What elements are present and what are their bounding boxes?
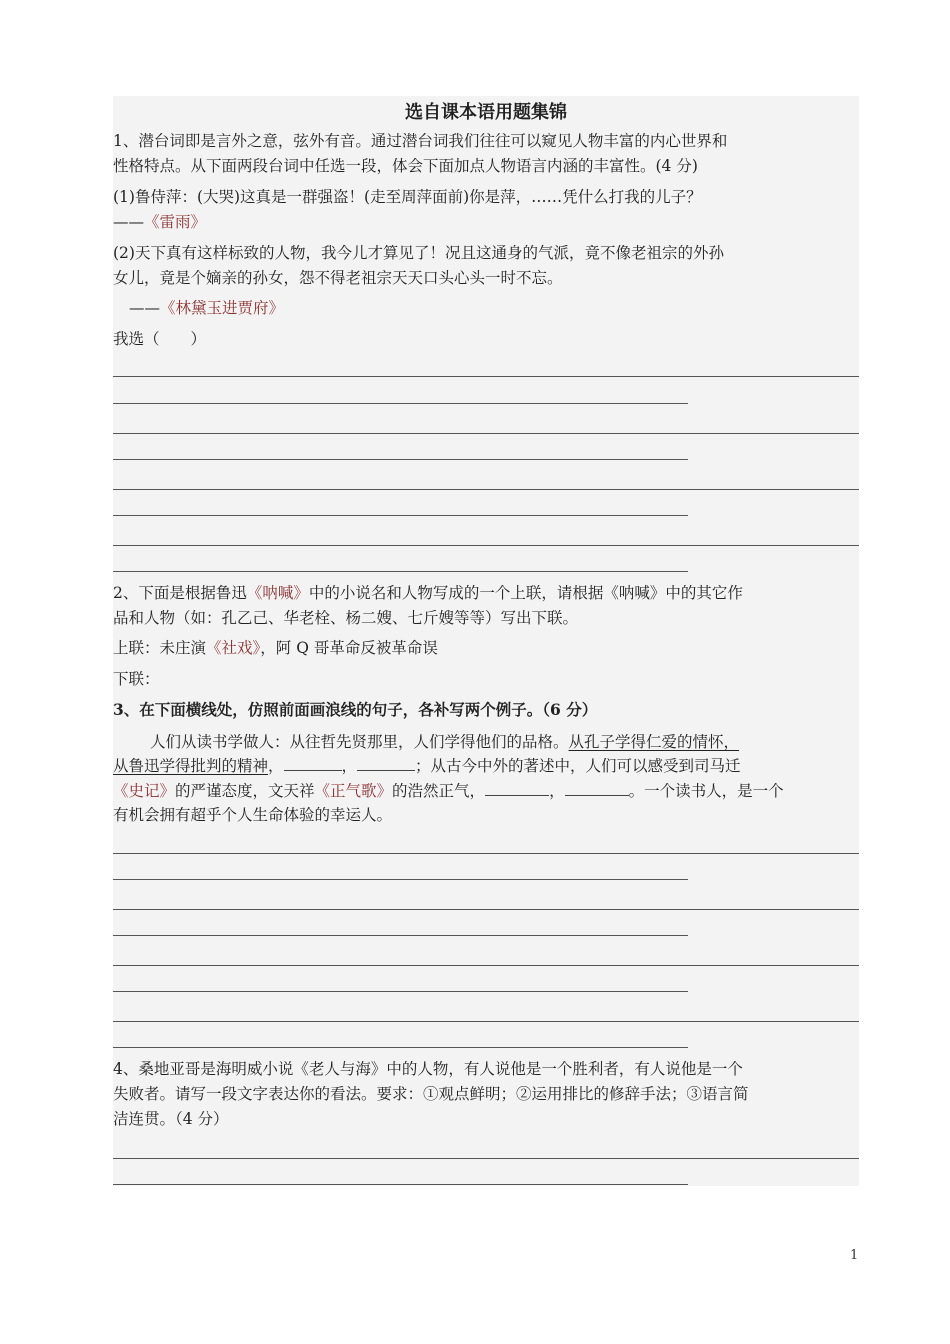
source-title: 《林黛玉进贾府》	[160, 299, 285, 317]
q2-upper-couplet	[113, 635, 438, 661]
q3-para-line-3	[113, 778, 784, 804]
answer-line	[113, 515, 688, 516]
text: 的严谨态度，文天祥	[175, 782, 315, 800]
answer-line	[113, 489, 859, 490]
answer-line	[113, 935, 688, 936]
answer-line	[113, 1184, 688, 1185]
answer-line	[113, 459, 688, 460]
answer-line	[113, 433, 859, 434]
q1-line-2: 性格特点。从下面两段台词中任选一段，体会下面加点人物语言内涵的丰富性。(4 分)	[113, 157, 698, 175]
answer-line	[113, 965, 859, 966]
q2-line-2: 品和人物（如：孔乙己、华老栓、杨二嫂、七斤嫂等等）写出下联。	[113, 609, 579, 627]
source-title: 《雷雨》	[144, 213, 207, 231]
answer-line	[113, 1021, 859, 1022]
q2-line-1	[113, 580, 743, 606]
answer-line	[113, 909, 859, 910]
text: ，	[549, 782, 565, 800]
answer-line	[113, 853, 859, 854]
text: 人们从读书学做人：从往哲先贤那里，人们学得他们的品格。	[150, 733, 569, 751]
answer-line	[113, 571, 688, 572]
text: ，阿 Q 哥革命反被革命误	[260, 639, 438, 657]
answer-line	[113, 1158, 859, 1159]
fill-blank[interactable]	[357, 755, 415, 771]
answer-line	[113, 991, 688, 992]
q1-item-1: (1)鲁侍萍：(大哭)这真是一群强盗！(走至周萍面前)你是萍，……凭什么打我的儿子？	[113, 188, 702, 206]
wavy-underlined-text: 从鲁迅学得批判的精神	[113, 757, 269, 775]
page-number: 1	[850, 1248, 859, 1263]
source-title: 《社戏》	[206, 639, 261, 657]
dash: ——	[113, 213, 144, 231]
q1-line-1: 1、潜台词即是言外之意，弦外有音。通过潜台词我们往往可以窥见人物丰富的内心世界和	[113, 132, 728, 150]
q1-choose-label: 我选（ ）	[113, 330, 207, 348]
q1-item-2-line-1: (2)天下真有这样标致的人物，我今儿才算见了！况且这通身的气派，竟不像老祖宗的外孙	[113, 244, 724, 262]
q1-item-1-source-line	[113, 209, 206, 235]
fill-blank[interactable]	[284, 755, 342, 771]
text: 2、下面是根据鲁迅	[113, 584, 247, 602]
answer-line	[113, 879, 688, 880]
q4-line-2: 失败者。请写一段文字表达你的看法。要求：①观点鲜明；②运用排比的修辞手法；③语言简	[113, 1085, 749, 1103]
wavy-underlined-text: 从孔子学得仁爱的情怀，	[568, 733, 740, 751]
q1-item-2-line-2: 女儿，竟是个嫡亲的孙女，怨不得老祖宗天天口头心头一时不忘。	[113, 269, 563, 287]
answer-line	[113, 1047, 688, 1048]
text: 的浩然正气，	[392, 782, 486, 800]
page-title: 选自课本语用题集锦	[405, 102, 567, 123]
document-page	[113, 96, 859, 1186]
text: 中的小说名和人物写成的一个上联，请根据《呐喊》中的其它作	[308, 584, 743, 602]
answer-line	[113, 403, 688, 404]
text: ，	[268, 757, 284, 775]
q3-para-line-2	[113, 753, 741, 779]
source-title: 《呐喊》	[246, 584, 309, 602]
q1-item-2-source-line	[129, 295, 284, 321]
q4-line-3: 洁连贯。（4 分）	[113, 1110, 229, 1128]
text: 上联：未庄演	[113, 639, 207, 657]
fill-blank[interactable]	[565, 780, 629, 796]
answer-line	[113, 376, 859, 377]
answer-line	[113, 545, 859, 546]
q4-line-1: 4、桑地亚哥是海明威小说《老人与海》中的人物，有人说他是一个胜利者，有人说他是一个	[113, 1060, 743, 1078]
text: ；从古今中外的著述中，人们可以感受到司马迁	[415, 757, 741, 775]
text: 。一个读书人，是一个	[628, 782, 784, 800]
q3-para-line-4: 有机会拥有超乎个人生命体验的幸运人。	[113, 806, 393, 824]
source-title: 《史记》	[113, 782, 176, 800]
q2-lower-couplet-label: 下联：	[113, 670, 160, 688]
fill-blank[interactable]	[485, 780, 549, 796]
dash: ——	[129, 299, 160, 317]
source-title: 《正气歌》	[314, 782, 393, 800]
q3-para-line-1	[150, 729, 739, 755]
text: ，	[341, 757, 358, 775]
q3-heading: 3、在下面横线处，仿照前面画浪线的句子，各补写两个例子。（6 分）	[113, 700, 598, 719]
